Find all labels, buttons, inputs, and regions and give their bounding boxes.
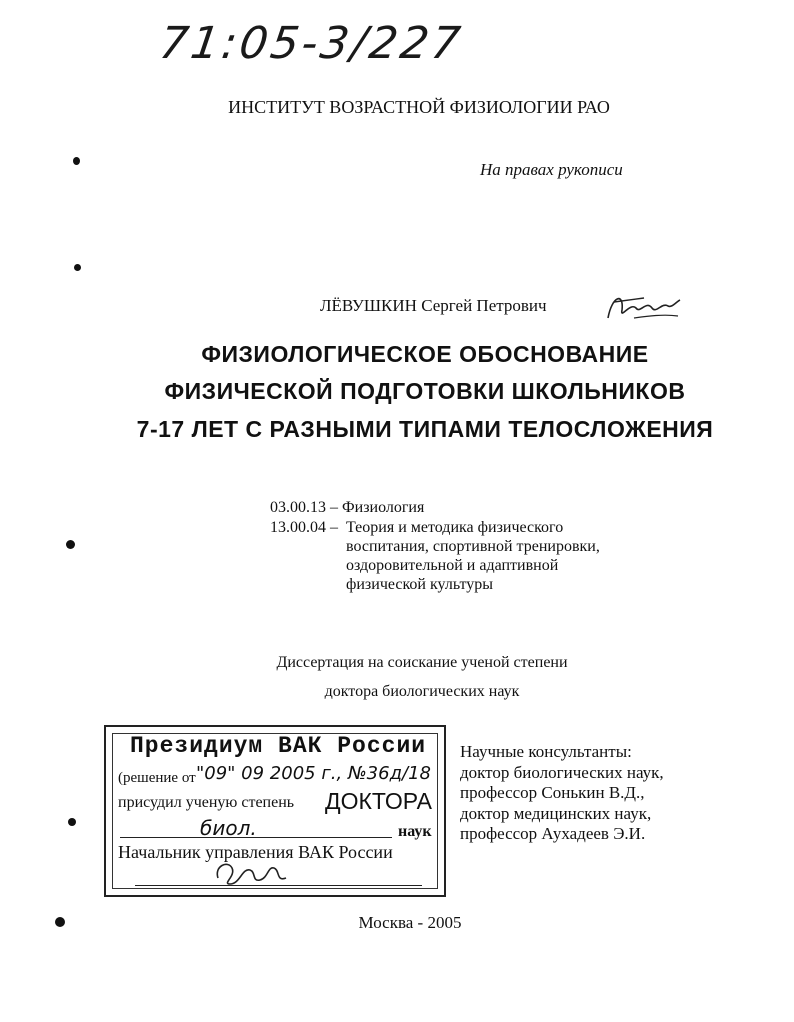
consultants-heading: Научные консультанты: xyxy=(460,742,632,761)
dissertation-line-1: Диссертация на соискание ученой степени xyxy=(276,654,568,671)
dissertation-line-2: доктора биологических наук xyxy=(324,683,520,700)
punch-mark xyxy=(66,540,75,549)
stamp-nauk: наук xyxy=(398,823,432,840)
specialty-1 xyxy=(270,498,424,517)
specialty-code: 03.00.13 – xyxy=(270,499,338,516)
stamp-decision-label: (решение от xyxy=(118,770,196,786)
stamp-decision-date: "09" 09 2005 г., №36д/18 xyxy=(196,763,432,784)
consultants-block xyxy=(460,742,664,845)
stamp-field-line xyxy=(120,837,392,838)
specialty-2-code: 13.00.04 – xyxy=(270,519,338,536)
stamp-head-title: Начальник управления ВАК России xyxy=(118,842,393,862)
stamp-degree: ДОКТОРА xyxy=(325,788,432,814)
specialty-line: воспитания, спортивной тренировки, xyxy=(346,538,600,555)
stamp-signature-line xyxy=(135,885,422,886)
punch-mark xyxy=(74,264,81,271)
punch-mark xyxy=(73,157,80,165)
consultant-line: профессор Аухадеев Э.И. xyxy=(460,824,646,843)
consultant-line: доктор биологических наук, xyxy=(460,762,664,782)
specialty-name: Физиология xyxy=(342,499,425,516)
stamp-signature xyxy=(212,856,292,888)
consultant-line: доктор медицинских наук, xyxy=(460,803,652,823)
stamp-field: биол. xyxy=(200,816,257,840)
specialty-2-name xyxy=(346,518,646,594)
specialty-line: оздоровительной и адаптивной xyxy=(346,557,559,574)
stamp-title: Президиум ВАК России xyxy=(130,733,427,759)
city-year: Москва - 2005 xyxy=(358,913,462,932)
catalog-code: 71:05-3/227 xyxy=(156,18,467,69)
specialty-line: физической культуры xyxy=(346,576,494,593)
title-line-2: ФИЗИЧЕСКОЙ ПОДГОТОВКИ ШКОЛЬНИКОВ xyxy=(164,378,686,404)
rights-note: На правах рукописи xyxy=(480,160,623,179)
title-line-1: ФИЗИОЛОГИЧЕСКОЕ ОБОСНОВАНИЕ xyxy=(201,341,649,367)
title-line-3: 7-17 ЛЕТ С РАЗНЫМИ ТИПАМИ ТЕЛОСЛОЖЕНИЯ xyxy=(136,416,714,442)
author-signature xyxy=(604,288,684,328)
stamp-awarded: присудил ученую степень xyxy=(118,794,295,811)
consultant-line: профессор Сонькин В.Д., xyxy=(460,783,645,802)
author-name: ЛЁВУШКИН Сергей Петрович xyxy=(320,296,547,315)
institute-name: ИНСТИТУТ ВОЗРАСТНОЙ ФИЗИОЛОГИИ РАО xyxy=(228,97,610,117)
punch-mark xyxy=(68,818,76,826)
specialty-line: Теория и методика физического xyxy=(346,519,564,536)
